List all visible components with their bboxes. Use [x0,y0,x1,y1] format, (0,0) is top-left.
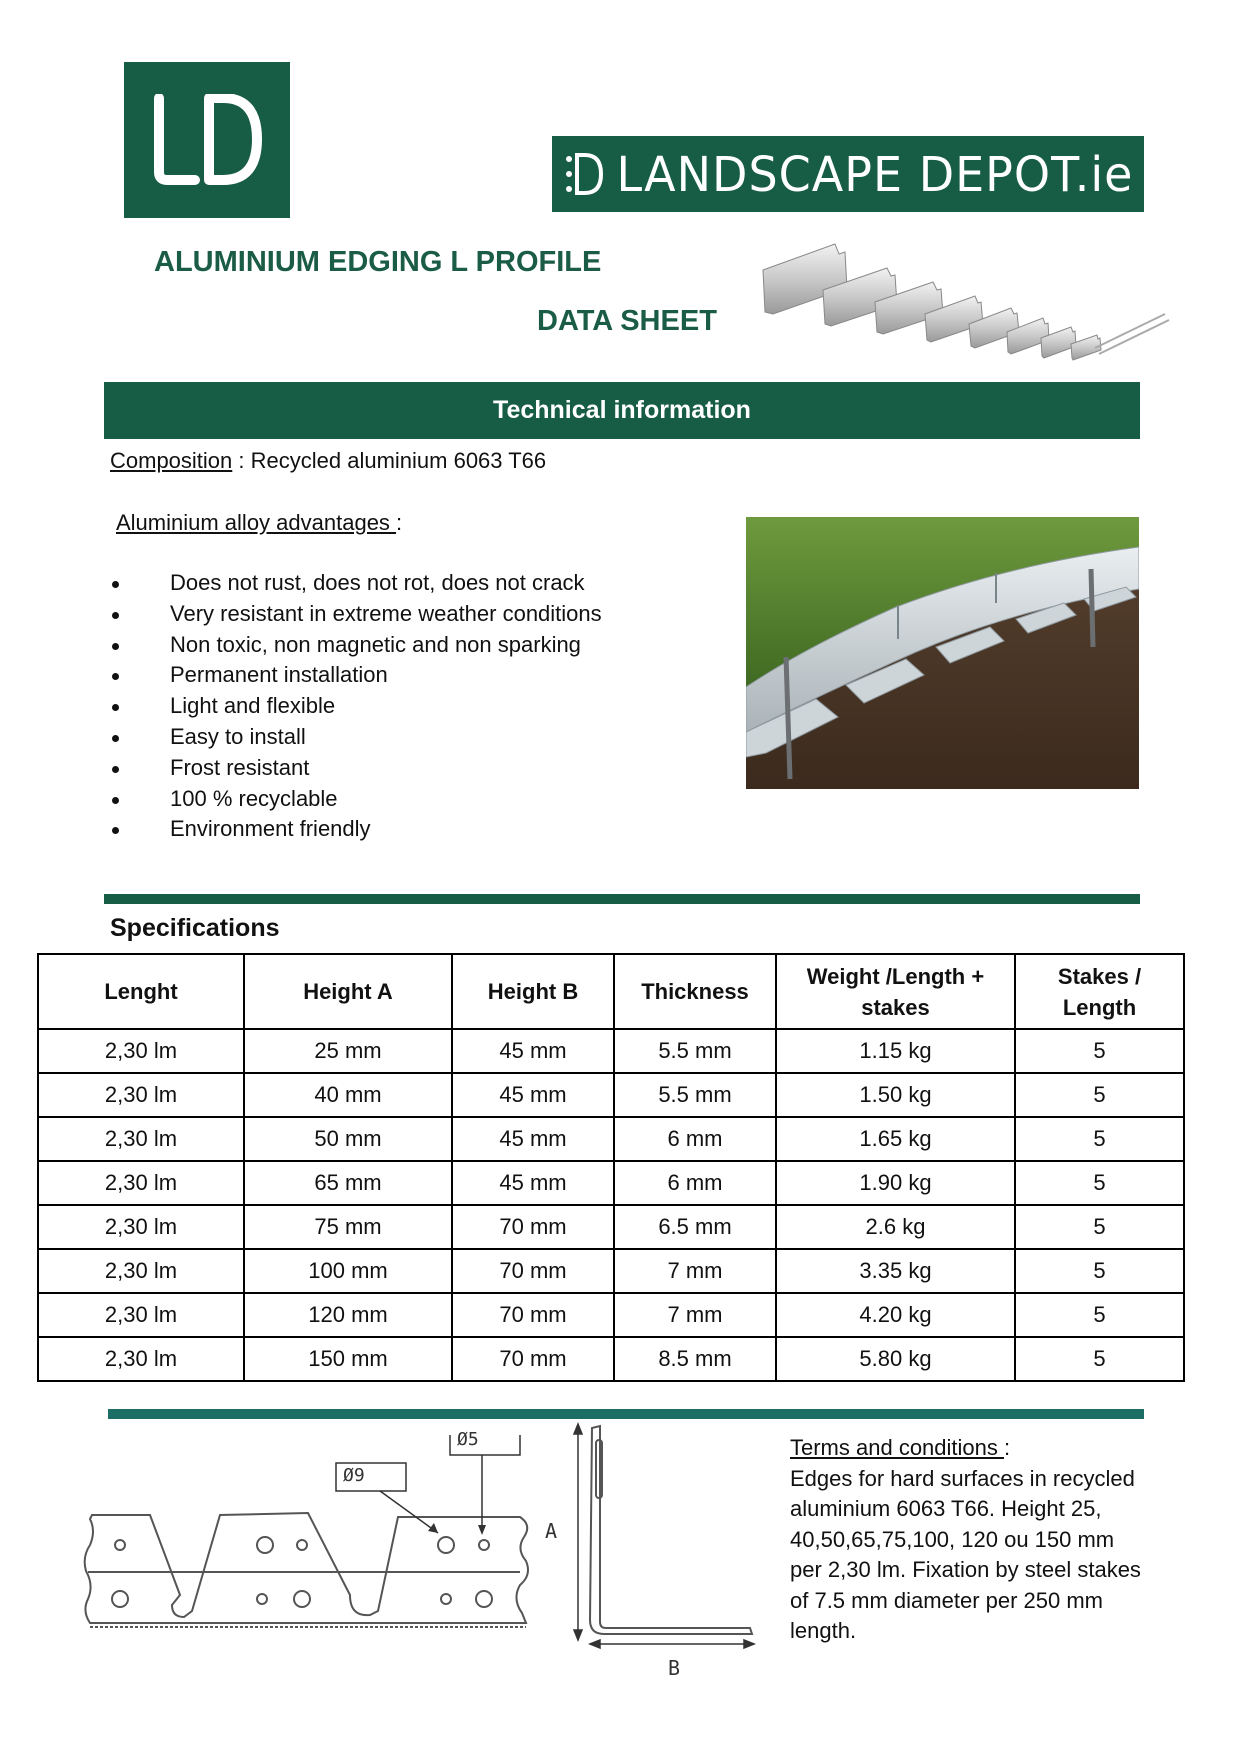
table-cell: 5.80 kg [776,1337,1015,1381]
section-divider [108,1409,1144,1419]
dimension-b-label: B [668,1656,681,1680]
l-profile-drawing [560,1420,760,1650]
composition-line [110,448,546,474]
ld-logo-glyph [151,94,263,186]
table-cell: 5 [1015,1117,1184,1161]
advantages-list [110,568,730,845]
table-cell: 5 [1015,1293,1184,1337]
column-header: Height B [452,954,614,1029]
table-row [38,1073,1184,1117]
table-cell: 2,30 lm [38,1293,244,1337]
table-cell: 7 mm [614,1249,776,1293]
hole-diameter-large-label: Ø9 [343,1465,365,1486]
terms-block [790,1433,1210,1647]
brand-banner [552,136,1144,212]
table-cell: 70 mm [452,1337,614,1381]
table-cell: 70 mm [452,1205,614,1249]
table-cell: 5 [1015,1161,1184,1205]
table-row [38,1029,1184,1073]
terms-line: Edges for hard surfaces in recycled [790,1465,1135,1491]
hole-diameter-small-label: Ø5 [457,1429,479,1450]
advantages-heading [116,510,402,536]
specifications-heading: Specifications [110,914,280,942]
table-cell: 70 mm [452,1249,614,1293]
table-cell: 6 mm [614,1117,776,1161]
brand-name: LANDSCAPE DEPOT.ie [616,145,1134,203]
table-cell: 2,30 lm [38,1249,244,1293]
section-divider [104,894,1140,904]
table-cell: 2,30 lm [38,1337,244,1381]
terms-line: aluminium 6063 T66. Height 25, [790,1496,1102,1521]
list-item: 100 % recyclable [110,784,730,815]
column-header: Weight /Length + stakes [776,954,1015,1029]
table-cell: 6.5 mm [614,1205,776,1249]
table-cell: 45 mm [452,1161,614,1205]
table-cell: 1.90 kg [776,1161,1015,1205]
table-cell: 45 mm [452,1029,614,1073]
table-cell: 3.35 kg [776,1249,1015,1293]
list-item: Does not rust, does not rot, does not crack [110,568,730,599]
table-cell: 100 mm [244,1249,452,1293]
list-item: Easy to install [110,722,730,753]
table-row [38,1117,1184,1161]
composition-value: : Recycled aluminium 6063 T66 [232,448,547,473]
table-header-row [38,954,1184,1029]
table-cell: 2,30 lm [38,1073,244,1117]
table-cell: 1.65 kg [776,1117,1015,1161]
table-cell: 6 mm [614,1161,776,1205]
brand-mark-icon [563,151,603,197]
advantages-colon: : [396,510,403,535]
table-cell: 25 mm [244,1029,452,1073]
table-cell: 2,30 lm [38,1117,244,1161]
technical-info-heading: Technical information [493,396,751,424]
column-header: Lenght [38,954,244,1029]
table-row [38,1249,1184,1293]
table-cell: 150 mm [244,1337,452,1381]
installed-edging-photo [746,517,1139,789]
advantages-label: Aluminium alloy advantages [116,510,397,535]
dimension-a-label: A [545,1519,558,1543]
table-row [38,1161,1184,1205]
terms-line: per 2,30 lm. Fixation by steel stakes [790,1557,1141,1582]
terms-colon: : [1004,1435,1011,1460]
table-cell: 5 [1015,1249,1184,1293]
document-subtitle: DATA SHEET [537,305,717,337]
table-cell: 7 mm [614,1293,776,1337]
table-cell: 2,30 lm [38,1205,244,1249]
list-item: Environment friendly [110,814,730,845]
table-cell: 50 mm [244,1117,452,1161]
terms-line: length. [790,1618,857,1643]
table-cell: 120 mm [244,1293,452,1337]
table-row [38,1293,1184,1337]
technical-info-banner [104,382,1140,439]
table-cell: 8.5 mm [614,1337,776,1381]
list-item: Non toxic, non magnetic and non sparking [110,630,730,661]
table-cell: 5.5 mm [614,1073,776,1117]
terms-line: of 7.5 mm diameter per 250 mm [790,1587,1104,1613]
ld-logo [124,62,290,218]
terms-label: Terms and conditions [790,1435,1004,1460]
table-cell: 5 [1015,1205,1184,1249]
table-cell: 2,30 lm [38,1161,244,1205]
table-cell: 70 mm [452,1293,614,1337]
composition-label: Composition [110,448,233,473]
list-item: Very resistant in extreme weather conditions [110,599,730,630]
table-cell: 2,30 lm [38,1029,244,1073]
edging-strip-drawing [80,1435,540,1655]
column-header: Thickness [614,954,776,1029]
terms-heading [790,1433,1210,1464]
column-header: Stakes / Length [1015,954,1184,1029]
table-cell: 40 mm [244,1073,452,1117]
table-cell: 1.15 kg [776,1029,1015,1073]
table-cell: 1.50 kg [776,1073,1015,1117]
list-item: Light and flexible [110,691,730,722]
terms-line: 40,50,65,75,100, 120 ou 150 mm [790,1526,1115,1552]
table-cell: 5.5 mm [614,1029,776,1073]
table-cell: 5 [1015,1073,1184,1117]
table-row [38,1205,1184,1249]
document-title: ALUMINIUM EDGING L PROFILE [154,246,602,278]
list-item: Frost resistant [110,753,730,784]
table-cell: 2.6 kg [776,1205,1015,1249]
column-header: Height A [244,954,452,1029]
specifications-table [37,953,1185,1382]
edging-products-illustration [755,240,1175,365]
table-cell: 65 mm [244,1161,452,1205]
table-row [38,1337,1184,1381]
table-cell: 4.20 kg [776,1293,1015,1337]
table-cell: 5 [1015,1029,1184,1073]
table-cell: 5 [1015,1337,1184,1381]
table-cell: 45 mm [452,1073,614,1117]
table-cell: 75 mm [244,1205,452,1249]
list-item: Permanent installation [110,660,730,691]
table-cell: 45 mm [452,1117,614,1161]
